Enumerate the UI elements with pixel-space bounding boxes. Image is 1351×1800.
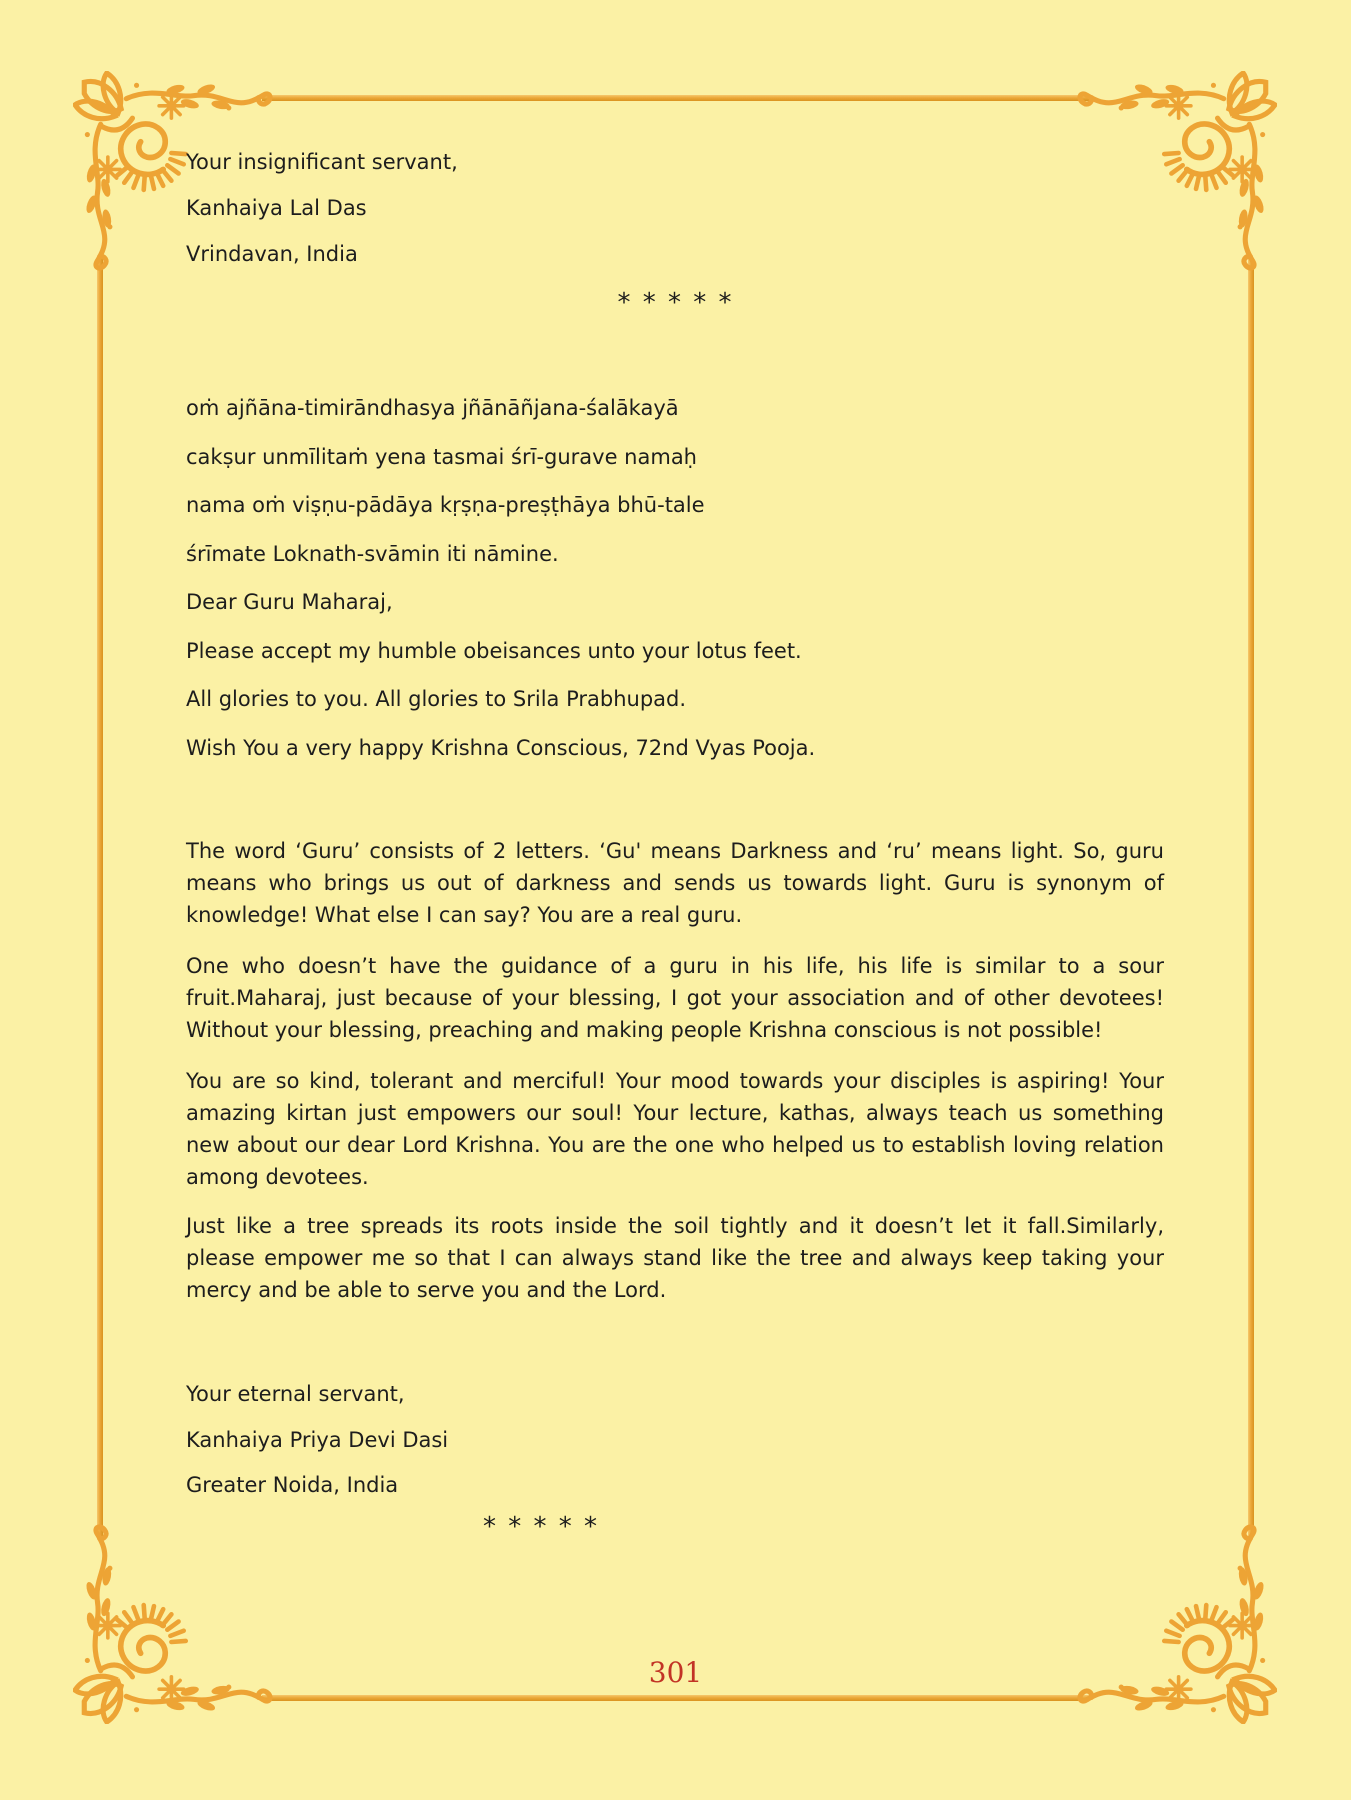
top-signature-line: Your insignificant servant, (186, 150, 458, 174)
body-paragraph: You are so kind, tolerant and merciful! Your mood towards your disciples is aspiring! Your amazing kirtan just empowers our soul! Your lecture, kathas, always teach us something new about our dear Lord Krishna. You are the one who helped us to establish loving relation among devotees. (186, 1069, 1164, 1189)
floral-corner-ornament-top-right-icon (1072, 71, 1277, 276)
border-line-top (262, 95, 1089, 101)
invocation-verse-line: śrīmate Loknath-svāmin iti nāmine. (186, 541, 559, 566)
wish-line: Wish You a very happy Krishna Conscious, 72nd Vyas Pooja. (186, 735, 816, 760)
obeisance-line: Please accept my humble obeisances unto your lotus feet. (186, 638, 802, 663)
border-line-bottom (262, 1695, 1089, 1701)
body-paragraph: Just like a tree spreads its roots inside the soil tightly and it doesn’t let it fall.Similarly, please empower me so that I can always stand like the tree and always keep taking your mercy and be able to serve you and the Lord. (186, 1214, 1164, 1302)
invocation-verse-line: nama oṁ viṣṇu-pādāya kṛṣṇa-preṣṭhāya bhū-tale (186, 493, 705, 517)
salutation-line: Dear Guru Maharaj, (186, 590, 393, 614)
floral-corner-ornament-bottom-right-icon (1072, 1519, 1277, 1724)
body-paragraph: The word ‘Guru’ consists of 2 letters. ‘Gu' means Darkness and ‘ru’ means light. So, guru means who brings us out of darkness and sends us towards light. Guru is synonym of knowledge! What else I can say? You are a real guru. (186, 839, 1164, 927)
asterisk-divider-top: * * * * * (617, 288, 734, 318)
closing-signature-block (186, 1372, 448, 1509)
closing-signature-line: Kanhaiya Priya Devi Dasi (186, 1427, 449, 1452)
invocation-block (186, 384, 815, 772)
floral-corner-ornament-bottom-left-icon (73, 1519, 278, 1724)
border-line-left (97, 258, 103, 1536)
glories-line: All glories to you. All glories to Srila Prabhupad. (186, 687, 687, 711)
top-signature-line: Kanhaiya Lal Das (186, 196, 367, 220)
border-line-right (1248, 258, 1254, 1536)
body-paragraph: One who doesn’t have the guidance of a guru in his life, his life is similar to a sour fruit.Maharaj, just because of your blessing, I got your association and of other devotees! Without your blessing, preaching and making people Krishna conscious is not possible! (186, 954, 1164, 1042)
asterisk-divider-bottom: * * * * * (482, 1512, 600, 1542)
page-number: 301 (648, 1656, 703, 1689)
closing-signature-line: Your eternal servant, (186, 1382, 405, 1406)
invocation-verse-line: cakṣur unmīlitaṁ yena tasmai śrī-gurave namaḥ (186, 444, 697, 469)
top-signature-block (186, 139, 458, 277)
closing-signature-line: Greater Noida, India (186, 1473, 399, 1497)
invocation-verse-line: oṁ ajñāna-timirāndhasya jñānāñjana-śalākayā (186, 396, 679, 420)
top-signature-line: Vrindavan, India (186, 242, 358, 266)
